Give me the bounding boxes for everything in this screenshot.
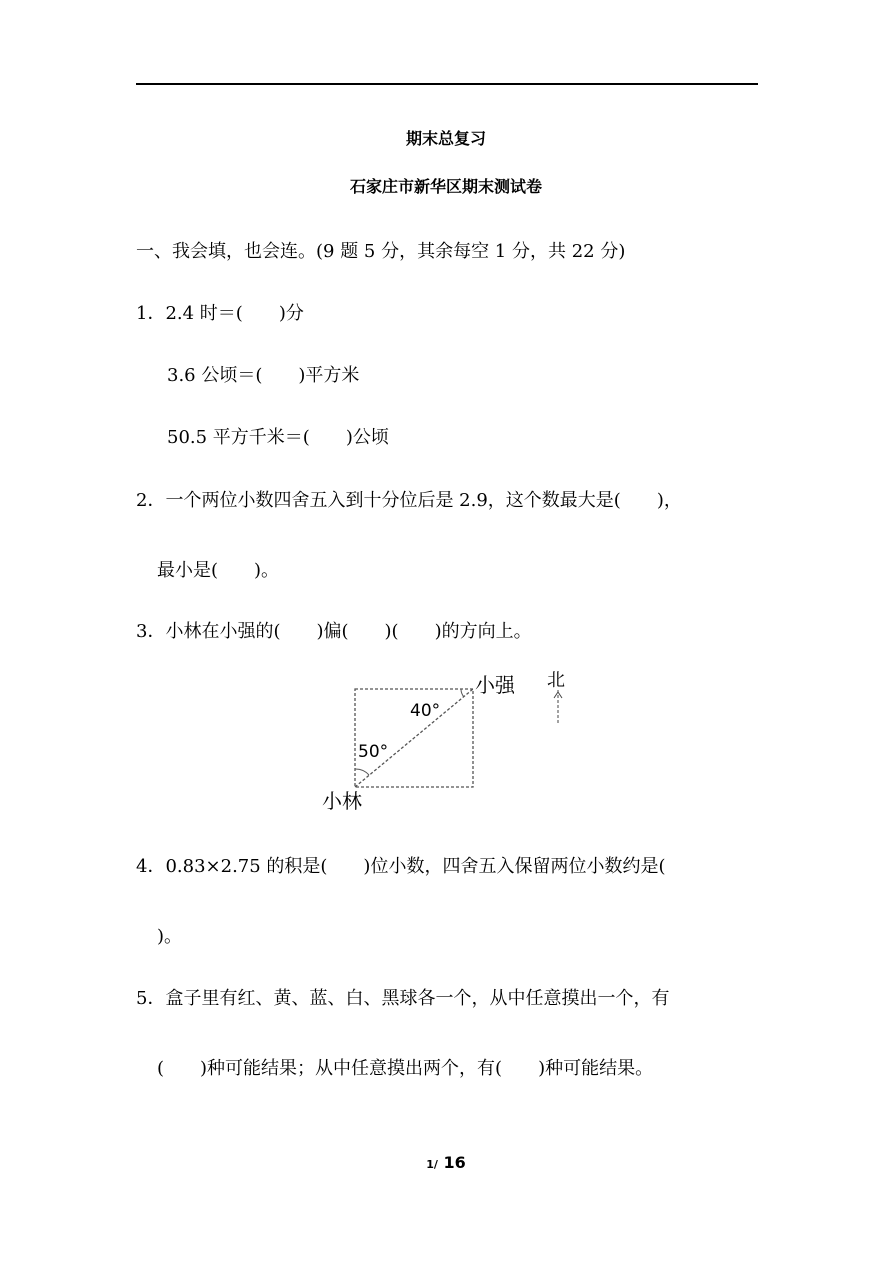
page-total: 16 — [443, 1153, 466, 1172]
page-current: 1 — [426, 1158, 434, 1171]
question-4-line-2: )。 — [157, 926, 183, 947]
page-title: 期末总复习 — [405, 129, 486, 148]
question-2-line-2: 最小是( )。 — [157, 560, 280, 581]
question-4-line-1: 4．0.83×2.75 的积是( )位小数，四舍五入保留两位小数约是( — [136, 856, 666, 877]
angle-label-top: 40° — [410, 701, 441, 721]
question-5-line-1: 5．盒子里有红、黄、蓝、白、黑球各一个，从中任意摸出一个，有 — [136, 988, 670, 1009]
section-heading: 一、我会填，也会连。(9 题 5 分，其余每空 1 分，共 22 分) — [136, 241, 626, 262]
header-rule — [136, 83, 758, 85]
label-xiaoqiang: 小强 — [475, 673, 515, 697]
question-1-line-1: 1．2.4 时＝( )分 — [136, 303, 304, 324]
question-5-line-2: ( )种可能结果；从中任意摸出两个，有( )种可能结果。 — [157, 1058, 654, 1079]
question-1-line-2: 3.6 公顷＝( )平方米 — [167, 365, 360, 386]
angle-label-bottom: 50° — [358, 742, 389, 762]
label-north: 北 — [547, 670, 565, 691]
page-subtitle: 石家庄市新华区期末测试卷 — [349, 177, 542, 196]
question-3-text: 3．小林在小强的( )偏( )( )的方向上。 — [136, 621, 532, 642]
question-2-line-1: 2．一个两位小数四舍五入到十分位后是 2.9，这个数最大是( )， — [136, 490, 682, 511]
page-separator: / — [433, 1158, 438, 1171]
direction-diagram — [318, 662, 588, 818]
angle-arc-top — [461, 689, 464, 697]
label-xiaolin: 小林 — [322, 789, 362, 813]
page-number — [0, 1153, 892, 1172]
question-1-line-3: 50.5 平方千米＝( )公顷 — [167, 427, 389, 448]
angle-arc-bottom — [355, 769, 369, 775]
